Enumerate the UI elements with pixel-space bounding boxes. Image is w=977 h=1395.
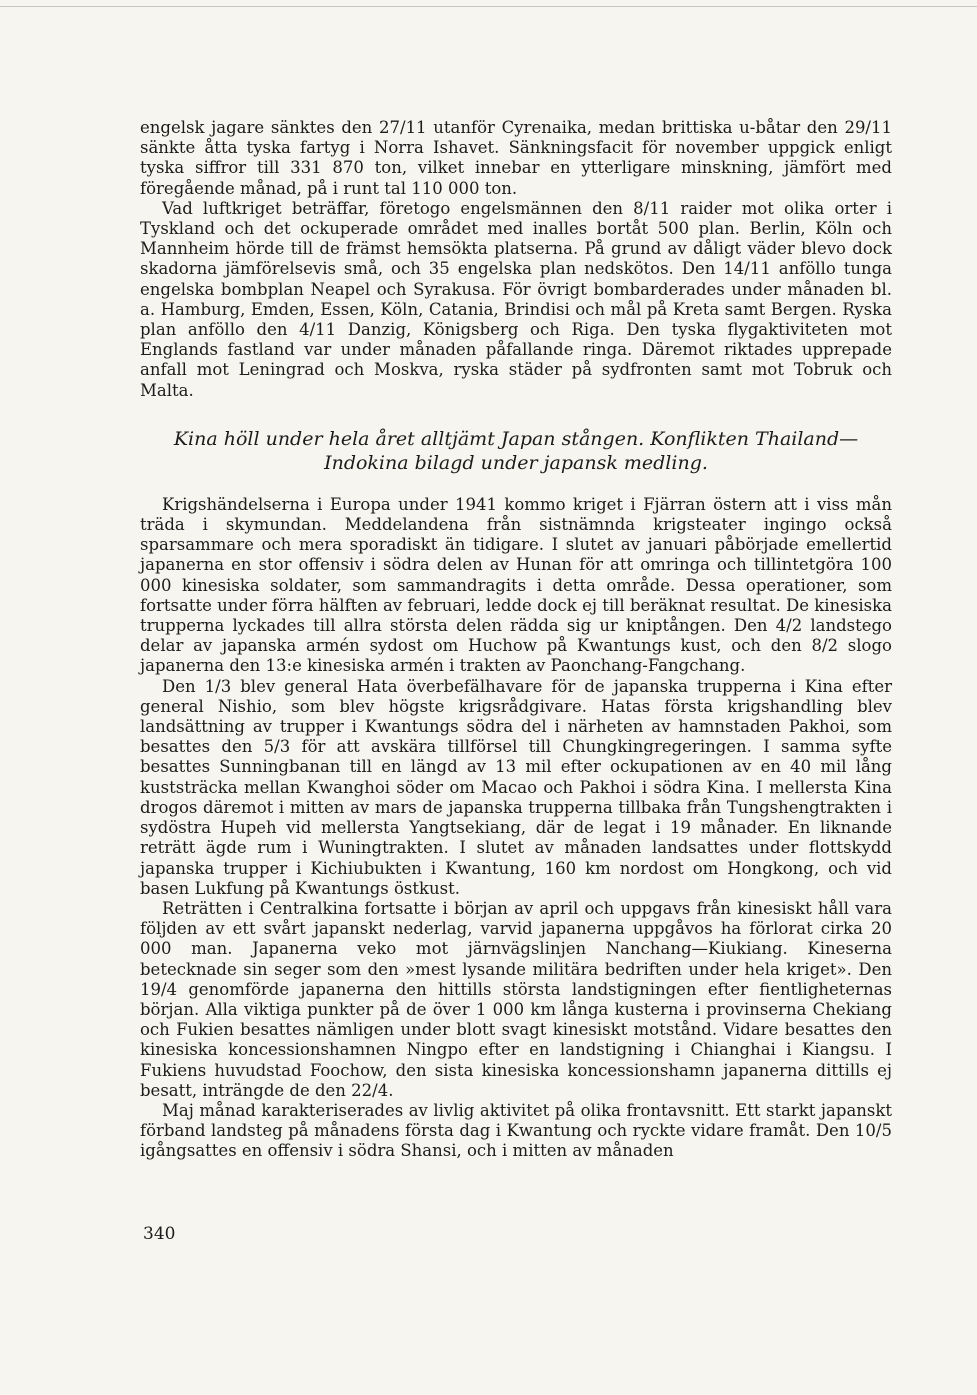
section-heading-line-2: Indokina bilagd under japansk medling. bbox=[324, 451, 708, 474]
page-body bbox=[140, 118, 892, 1162]
paragraph-air-war: Vad luftkriget beträffar, företogo engelsmännen den 8/11 raider mot olika orter i Tyskland och det ockuperade området med inalles bortåt 500 plan. Berlin, Köln och Mannheim hörde till de främst hemsökta platserna. På grund av dåligt väder blevo dock skadorna jämförelsevis små, och 35 engelska plan nedskötos. Den 14/11 anföllo tunga engelska bombplan Neapel och Syrakusa. För övrigt bombarderades under månaden bl. a. Hamburg, Emden, Essen, Köln, Catania, Brindisi och mål på Kreta samt Bergen. Ryska plan anföllo den 4/11 Danzig, Königsberg och Riga. Den tyska flygaktiviteten mot Englands fastland var under månaden påfallande ringa. Däremot riktades upprepade anfall mot Leningrad och Moskva, ryska städer på sydfronten samt mot Tobruk och Malta. bbox=[140, 198, 892, 400]
paragraph-far-east-intro: Krigshändelserna i Europa under 1941 kommo kriget i Fjärran östern att i viss mån träda i skymundan. Meddelandena från sistnämnda krigsteater ingingo också sparsammare och mera sporadiskt än tidigare. I slutet av januari påbörjade emellertid japanerna en stor offensiv i södra delen av Hunan för att omringa och tillintetgöra 100 000 kinesiska soldater, som sammandragits i detta område. Dessa operationer, som fortsatte under förra hälften av februari, ledde dock ej till beräknat resultat. De kinesiska trupperna lyckades till allra största delen rädda sig ur kniptången. Den 4/2 landstego delar av japanska armén sydost om Huchow på Kwantungs kust, och den 8/2 slogo japanerna den 13:e kinesiska armén i trakten av Paonchang-Fangchang. bbox=[140, 494, 892, 676]
page-edge-line bbox=[0, 6, 977, 7]
page-number: 340 bbox=[143, 1224, 176, 1244]
section-heading-line-1: Kina höll under hela året alltjämt Japan stången. Konflikten Thailand— bbox=[173, 427, 859, 450]
paragraph-march-events: Den 1/3 blev general Hata överbefälhavare för de japanska trupperna i Kina efter general Nishio, som blev högste krigsrådgivare. Hatas första krigshandling blev landsättning av trupper i Kwantungs södra del i närheten av hamnstaden Pakhoi, som besattes den 5/3 för att avskära tillförsel till Chungkingregeringen. I samma syfte besattes Sunningbanan till en längd av 13 mil efter ockupationen av en 40 mil lång kuststräcka mellan Kwanghoi söder om Macao och Pakhoi i södra Kina. I mellersta Kina drogos däremot i mitten av mars de japanska trupperna tillbaka från Tungshengtrakten i sydöstra Hupeh vid mellersta Yangtsekiang, där de legat i 19 månader. En liknande reträtt ägde rum i Wuningtrakten. I slutet av månaden landsattes under flottskydd japanska trupper i Kichiubukten i Kwantung, 160 km nordost om Hongkong, och vid basen Lukfung på Kwantungs östkust. bbox=[140, 676, 892, 898]
paragraph-april-events: Reträtten i Centralkina fortsatte i början av april och uppgavs från kinesiskt håll vara följden av ett svårt japanskt nederlag, varvid japanerna uppgåvos ha förlorat cirka 20 000 man. Japanerna veko mot järnvägslinjen Nanchang—Kiukiang. Kineserna betecknade sin seger som den »mest lysande militära bedriften under hela kriget». Den 19/4 genomförde japanerna den hittills största landstigningen efter fientligheternas början. Alla viktiga punkter på de över 1 000 km långa kusterna i provinserna Chekiang och Fukien besattes nämligen under blott svagt kinesiskt motstånd. Vidare besattes den kinesiska koncessionshamnen Ningpo efter en landstigning i Chianghai i Kiangsu. I Fukiens huvudstad Foochow, den sista kinesiska koncessionshamn japanerna dittills ej besatt, inträngde de den 22/4. bbox=[140, 898, 892, 1100]
paragraph-may-events: Maj månad karakteriserades av livlig aktivitet på olika frontavsnitt. Ett starkt japanskt förband landsteg på månadens första dag i Kwantung och ryckte vidare framåt. Den 10/5 igångsattes en offensiv i södra Shansi, och i mitten av månaden bbox=[140, 1100, 892, 1161]
paragraph-naval-losses: engelsk jagare sänktes den 27/11 utanför Cyrenaika, medan brittiska u-båtar den 29/11 sänkte åtta tyska fartyg i Norra Ishavet. Sänkningsfacit för november uppgick enligt tyska siffror till 331 870 ton, vilket innebar en ytterligare minskning, jämfört med föregående månad, på i runt tal 110 000 ton. bbox=[140, 118, 892, 198]
section-heading bbox=[140, 427, 892, 475]
